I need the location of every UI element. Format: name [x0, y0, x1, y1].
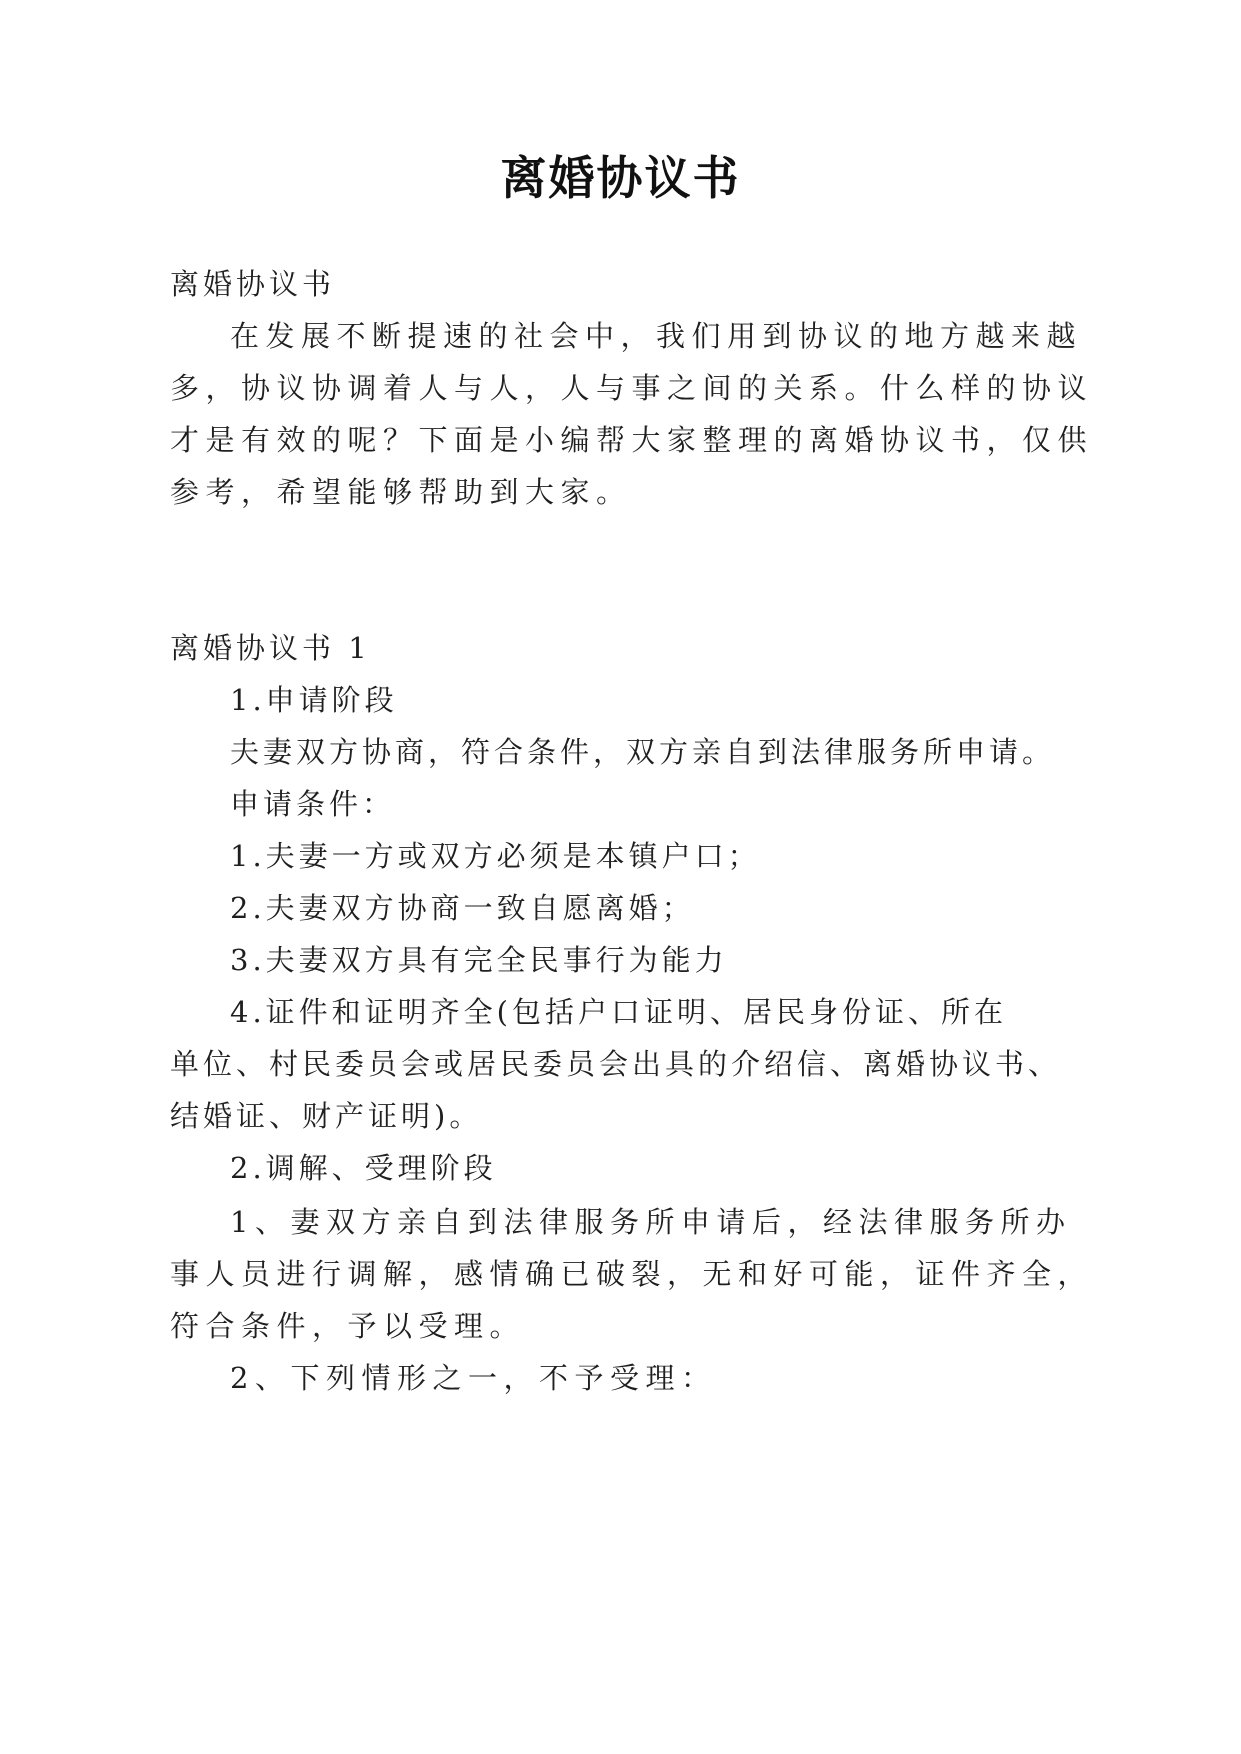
body-line: 符合条件，予以受理。 [170, 1309, 526, 1343]
body-line: 夫妻双方协商，符合条件，双方亲自到法律服务所申请。 [230, 735, 1056, 769]
body-line: 1.申请阶段 [230, 683, 398, 717]
body-line: 1、妻双方亲自到法律服务所申请后，经法律服务所办 [230, 1205, 1072, 1239]
body-line: 结婚证、财产证明)。 [170, 1099, 483, 1133]
intro-line: 参考，希望能够帮助到大家。 [170, 475, 632, 509]
body-line: 2、下列情形之一，不予受理： [230, 1361, 717, 1395]
body-line: 申请条件： [230, 787, 396, 821]
intro-line: 才是有效的呢？下面是小编帮大家整理的离婚协议书，仅供 [170, 423, 1094, 457]
body-line: 4.证件和证明齐全(包括户口证明、居民身份证、所在 [230, 995, 1007, 1029]
body-line: 2.调解、受理阶段 [230, 1151, 497, 1185]
body-line: 3.夫妻双方具有完全民事行为能力 [230, 943, 728, 977]
intro-line: 多，协议协调着人与人，人与事之间的关系。什么样的协议 [170, 371, 1094, 405]
document-title: 离婚协议书 [500, 151, 741, 205]
section-heading: 离婚协议书 1 [170, 631, 371, 665]
subheading: 离婚协议书 [170, 267, 336, 301]
body-line: 2.夫妻双方协商一致自愿离婚； [230, 891, 695, 925]
body-line: 单位、村民委员会或居民委员会出具的介绍信、离婚协议书、 [170, 1047, 1062, 1081]
body-line: 事人员进行调解，感情确已破裂，无和好可能，证件齐全， [170, 1257, 1094, 1291]
body-line: 1.夫妻一方或双方必须是本镇户口； [230, 839, 761, 873]
intro-line: 在发展不断提速的社会中，我们用到协议的地方越来越 [230, 319, 1083, 353]
